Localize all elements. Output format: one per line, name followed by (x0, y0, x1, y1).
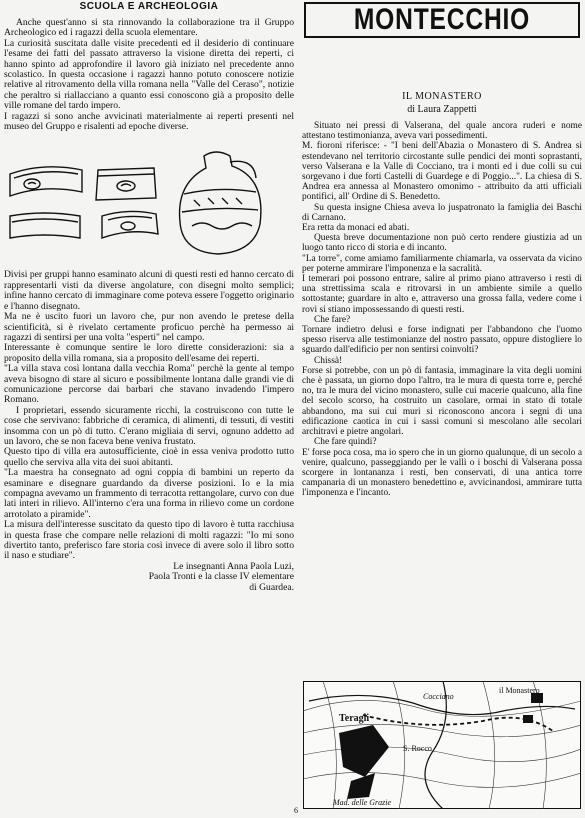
body-paragraph: Era retta da monaci ed abati. (302, 223, 410, 234)
signature-line: Le insegnanti Anna Paola Luzi, (173, 560, 294, 572)
body-paragraph: M. fioroni riferisce: - "I beni dell'Abazia o Monastero di S. Andrea si estendevano nel territorio circostante sulle pendici dei monti soprastanti, verso Valserana e la Valle di Cocciano, tra i monti ed i due colli su cui sorgevano i due forti Castelli di Guardege e di Poggio...". La chiesa di S. Andrea era annessa al Monastero omonimo - attribuito da atti ufficiali pontifici, all' Ordine di S. Benedetto. (302, 141, 582, 203)
body-paragraph: La curiosità suscitata dalle visite precedenti ed il desiderio di continuare l'esame dei fatti del passato attraverso la visione diretta dei reperti, ci hanno spinto ad approfondire il lavoro già iniziato nel precedente anno scolastico. In questa occasione i ragazzi hanno potuto conoscere notizie relative al ritrovamento della villa romana nella "Valle del Ceraso", notizie che peraltro si riallacciano a quanto essi conoscono già a proposito delle ville romane del tardo impero. (4, 37, 294, 112)
fragment-drawing (10, 167, 82, 196)
map-label-monastero: il Monastero (499, 686, 540, 695)
body-paragraph: I proprietari, essendo sicuramente ricchi, la costruiscono con tutte le cose che servivano: fabbriche di ceramica, di alimenti, di tessuti, di vestiti insomma con un pò di tutto. C'erano migliaia di servi, ognuno addetto ad un lavoro, che se non faceva bene veniva frustato. (4, 404, 294, 447)
map-label-cocciano: Cocciano (423, 692, 454, 701)
body-paragraph: I temerari poi possono entrare, salire al primo piano attraverso i resti di una strettissima scala e ritrovarsi in un ambiente simile a quello sottostante; guardare in alto e, attraverso una grossa falla, vedere come i rovi si stiano impossessando di questi resti. (302, 274, 582, 315)
body-paragraph: Tornare indietro delusi e forse indignati per l'abbandono che l'uomo spesso riserva alle testimonianze del nostro passato, oppure distogliere lo sguardo dall'edificio per non sentirsi coinvolti? (302, 325, 582, 356)
body-paragraph: Che fare quindi? (314, 437, 377, 448)
body-paragraph: Questa breve documentazione non può certo rendere giustizia ad un luogo tanto ricco di storia e di incanto. (302, 233, 582, 254)
signature-line: Paola Tronti e la classe IV elementare (148, 571, 294, 583)
fragment-drawing (96, 168, 156, 200)
masthead-box (304, 2, 580, 38)
article-title: IL MONASTERO (402, 91, 482, 102)
body-paragraph: Su questa insigne Chiesa aveva lo juspatronato la famiglia dei Baschi di Carnano. (302, 202, 582, 223)
map-label-rocco: S. Rocco (403, 744, 432, 753)
signature-line: di Guardea. (249, 581, 294, 593)
left-column (4, 0, 294, 593)
map-label-teragli: Teragli (339, 713, 370, 724)
body-paragraph: Situato nei pressi di Valserana, del quale ancora ruderi e nome attestano testimonianza, aveva vari possedimenti. (302, 121, 582, 142)
body-paragraph: Che fare? (314, 314, 351, 325)
page-number: 6 (294, 806, 298, 815)
body-paragraph: "La villa stava così lontana dalla vecchia Roma" perchè la gente al tempo aveva bisogno di stare al sicuro e possibilmente lontana dalle grandi vie di comunicazione percorse dai barbari che stavano invadendo l'impero Romano. (4, 363, 294, 406)
article-body (302, 121, 582, 499)
fragment-drawing (10, 213, 80, 238)
section-title: SCUOLA E ARCHEOLOGIA (79, 1, 219, 12)
body-paragraph: E' forse poca cosa, ma io spero che in un giorno qualunque, di un secolo a venire, qualcuno, passeggiando per le vallì o i boschi di Valserana possa scorgere in lontananza i resti, ben conservati, di una antica torre campanaria di un monastero benedettino e, avvicinandosi, ammirare tutta l'imponenza e l'incanto. (302, 447, 582, 499)
article-author: di Laura Zappetti (407, 104, 477, 115)
intro-paragraph: Anche quest'anno si sta rinnovando la collaborazione tra il Gruppo Archeologico ed i ragazzi della scuola elementare. (4, 17, 294, 39)
body-paragraph: Questo tipo di villa era autosufficiente, cioè in essa veniva prodotto tutto quello che serviva alla vita dei suoi abitanti. (4, 446, 294, 468)
body-paragraph: Divisi per gruppi hanno esaminato alcuni di questi resti ed hanno cercato di rappresentarli visti da diverse angolature, con disegni molto semplici; infine hanno cercato di immaginare come poteva essere l'oggetto originario e l'hanno disegnato. (4, 269, 294, 312)
quote-paragraph: "La maestra ha consegnato ad ogni coppia di bambini un reperto da esaminare e disegnare guardando da diverse posizioni. Io e la mia compagna avevamo un frammento di terracotta rettangolare, curvo con due lati interi in rilievo. All'interno c'era una forma in rilievo come un cordone arrotolato a piramide". (4, 467, 294, 520)
body-paragraph: Ma ne è uscito fuori un lavoro che, pur non avendo le pretese della scientificità, si è rivelato certamente proficuo perchè ha permesso ai ragazzi di sentirsi per una volta "esperti" nel campo. (4, 311, 294, 343)
area-map (303, 681, 581, 809)
fragment-drawing (102, 212, 158, 239)
map-label-grazie: Mad. delle Grazie (333, 798, 391, 807)
pottery-drawings (4, 134, 290, 266)
jug-drawing (180, 152, 261, 254)
body-paragraph: Forse si potrebbe, con un pò di fantasia, immaginare la vita degli uomini che è passata, un giorno dopo l'altro, tra le mura di questa torre e, perché no, tra le mura del vicino monastero, sulle cui macerie qualcuno, alla fine del secolo scorso, ha costruito un casolare, ormai in stato di totale abbandono, ma sui cui muri si riconoscono ancora i segni di una edificazione caotica in cui i sassi comuni si mescolano alle secolari architravi e pietre angolari. (302, 365, 582, 438)
body-paragraph: I ragazzi si sono anche avvicinati materialmente ai reperti presenti nel museo del Gruppo e risalenti ad epoche diverse. (4, 110, 294, 133)
masthead: MONTECCHIO (353, 3, 531, 36)
body-paragraph: Interessante è comunque sentire le loro dirette considerazioni: sia a proposito della villa romana, sia a proposito dell'esame dei reperti. (4, 342, 294, 364)
body-paragraph: La misura dell'interesse suscitato da questo tipo di lavoro è tutta racchiusa in questa frase che compare nelle relazioni di molti ragazzi: "Io mi sono divertito tanto, preferisco fare storia così invece di avere solo il libro sotto il naso e studiare". (4, 519, 294, 562)
body-paragraph: Chissà! (314, 355, 343, 366)
body-paragraph: "La torre", come amiamo familiarmente chiamarla, va osservata da vicino per poterne ammirare l'imponenza e la sacralità. (302, 253, 582, 274)
